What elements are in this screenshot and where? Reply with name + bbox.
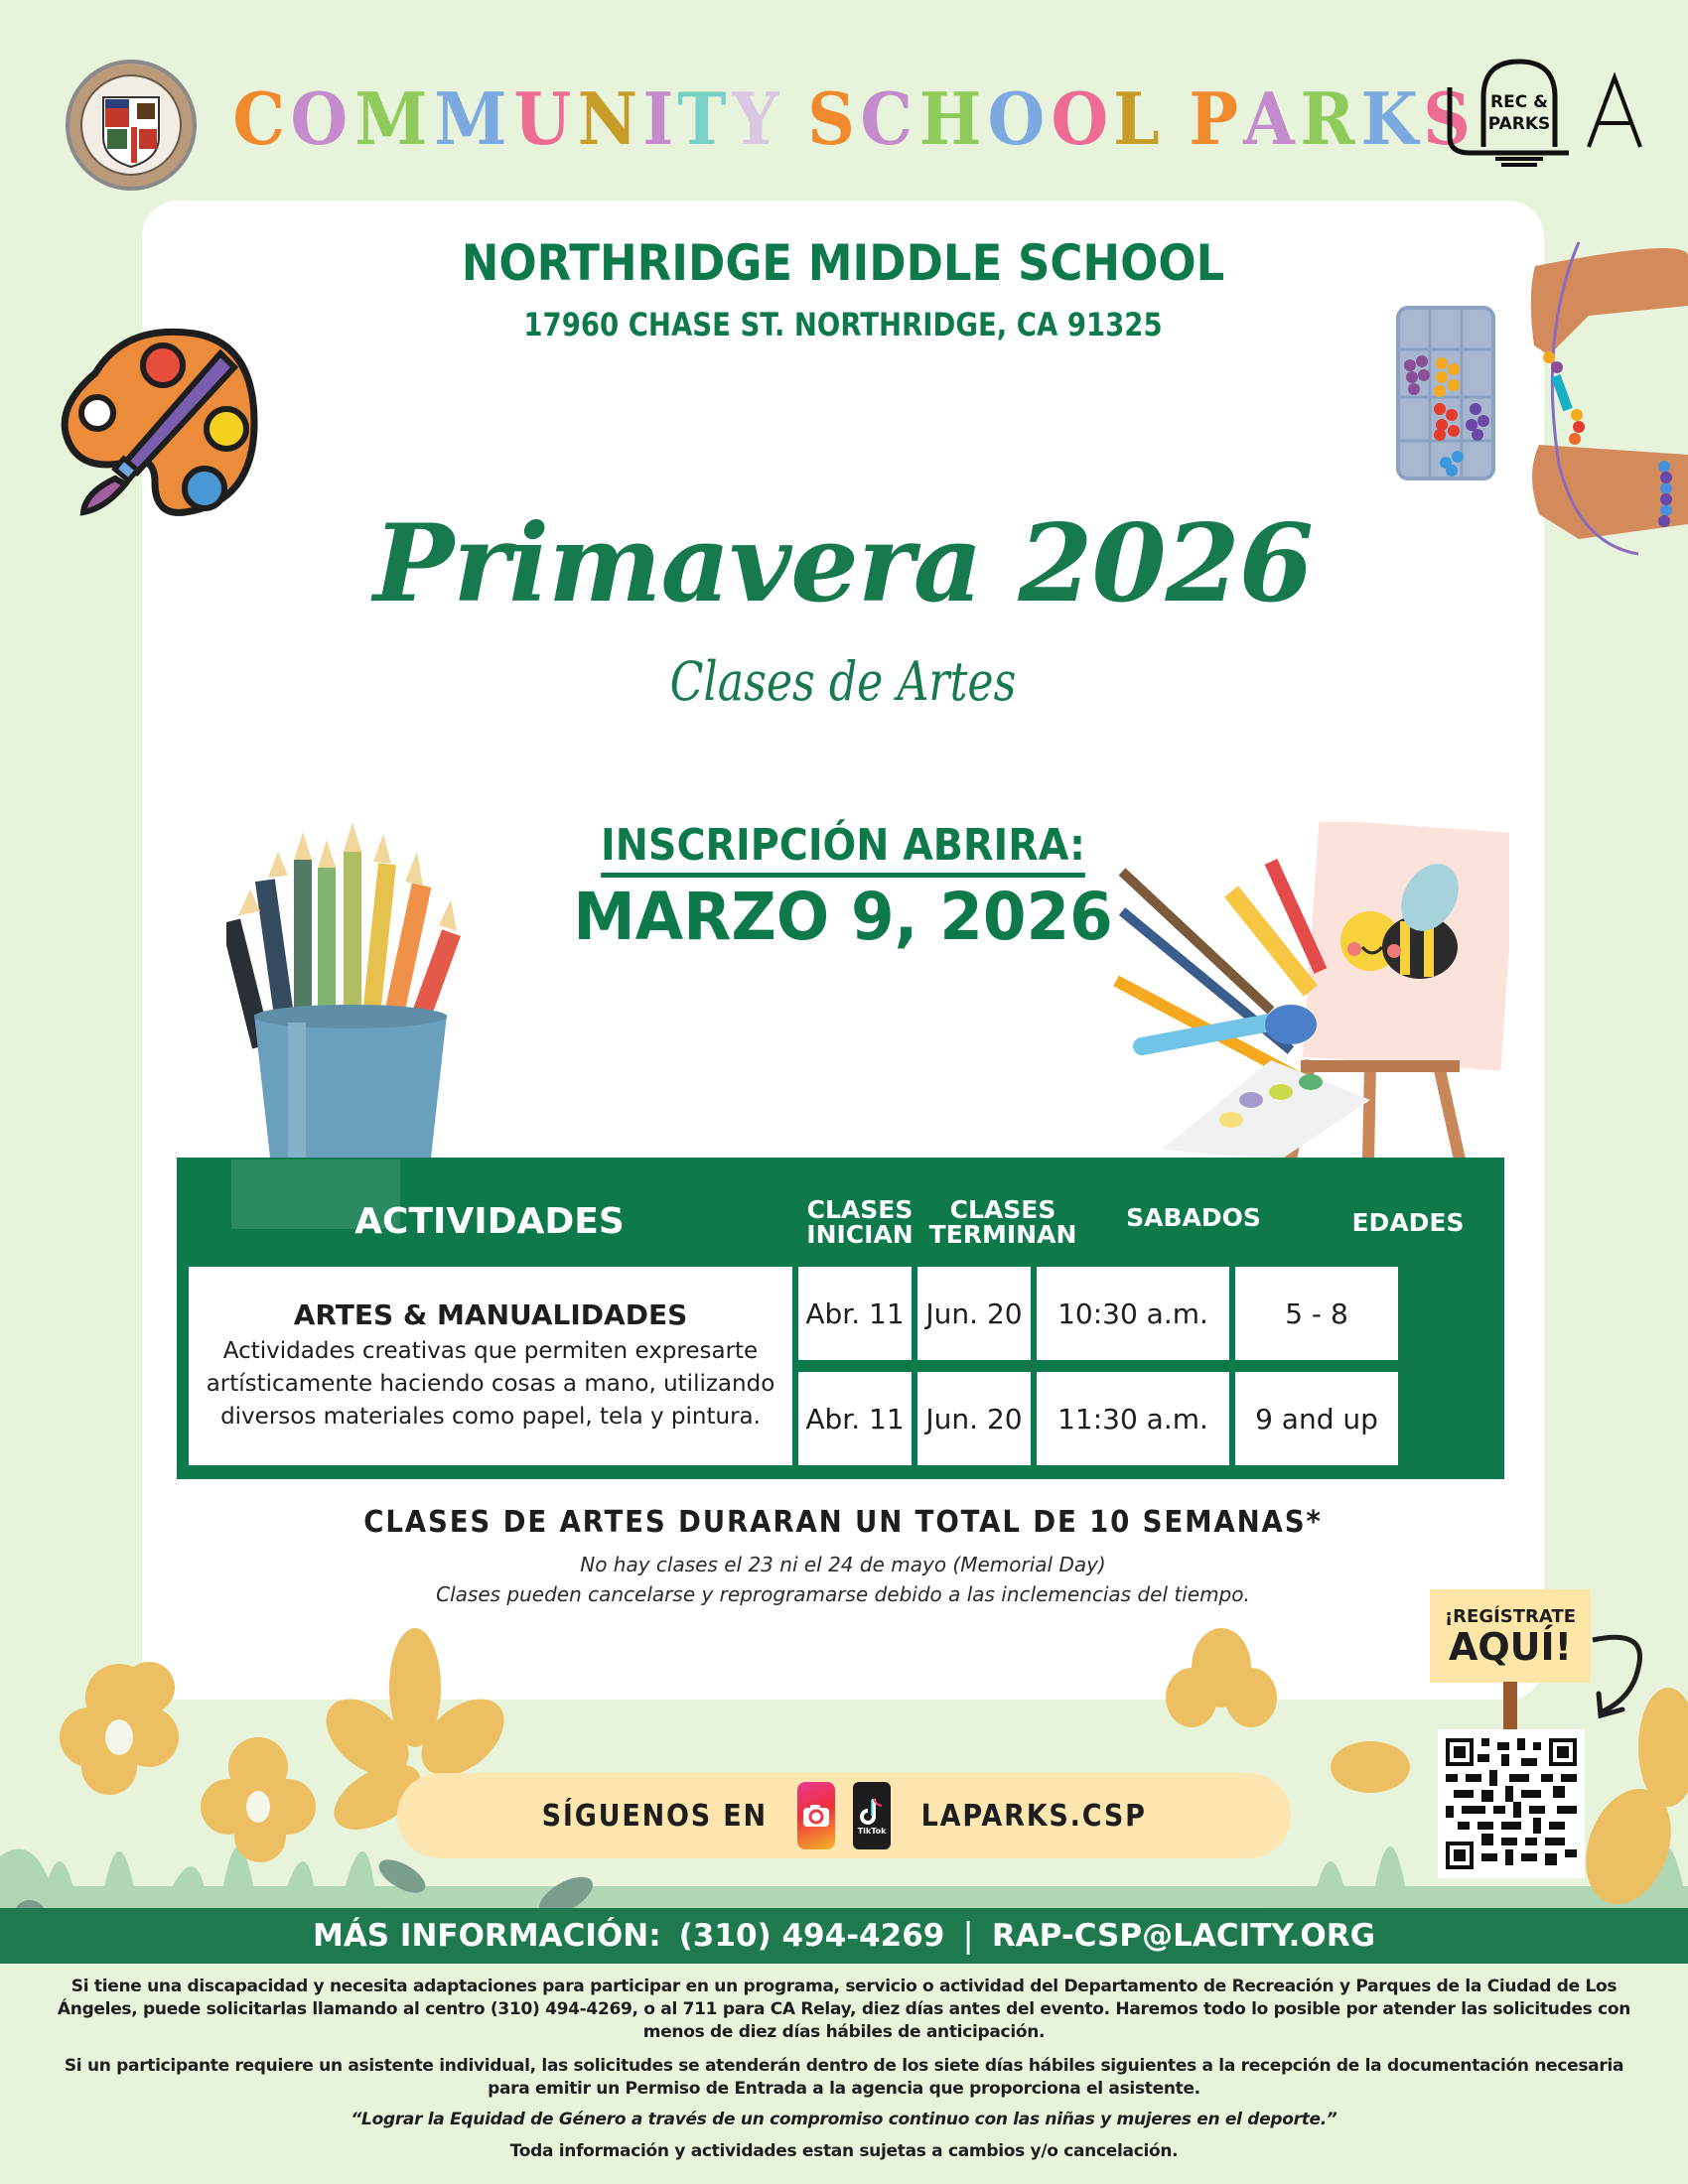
duration-note: CLASES DE ARTES DURARAN UN TOTAL DE 10 SEMANAS* (363, 1505, 1323, 1540)
activity-cell (189, 1267, 792, 1465)
brand-letter: K (1360, 76, 1419, 161)
brand-letter: M (434, 76, 508, 161)
brand-letter: M (353, 76, 429, 161)
header-activities: ACTIVIDADES (354, 1201, 625, 1242)
header-classes-end-line1: CLASES (949, 1195, 1056, 1224)
header-classes-end (923, 1187, 1082, 1257)
registration-qr-code[interactable] (1438, 1729, 1585, 1878)
brand-letter: P (1189, 76, 1239, 161)
brand-letter: O (987, 76, 1046, 161)
program-subtitle: Clases de Artes (669, 650, 1017, 713)
brand-letter: I (642, 76, 675, 161)
header-ages: EDADES (1351, 1207, 1465, 1237)
brand-word-1 (805, 76, 1162, 161)
city-seal-logo (64, 58, 199, 193)
tiktok-icon[interactable] (853, 1782, 891, 1849)
more-info-label: MÁS INFORMACIÓN: (312, 1918, 661, 1954)
community-school-parks-title (232, 76, 1473, 161)
follow-label: SÍGUENOS EN (541, 1798, 768, 1834)
arrow-down-icon (1589, 1628, 1658, 1727)
register-line2: AQUÍ! (1448, 1624, 1573, 1669)
registration-date: MARZO 9, 2026 (573, 879, 1113, 955)
brand-word-0 (230, 76, 782, 161)
svg-text:PARKS: PARKS (1487, 114, 1551, 134)
brand-letter: L (1113, 76, 1161, 161)
season-title: Primavera 2026 (373, 501, 1313, 626)
social-handle[interactable]: LAPARKS.CSP (920, 1798, 1147, 1834)
sign-post (1503, 1682, 1517, 1731)
brand-letter: A (1243, 76, 1296, 161)
brand-letter: C (232, 76, 286, 161)
brand-letter: N (577, 76, 639, 161)
paint-palette-illustration (56, 314, 264, 532)
activity-title: ARTES & MANUALIDADES (293, 1298, 688, 1331)
phone-number[interactable]: (310) 494-4269 (678, 1918, 945, 1954)
registration-label-text: INSCRIPCIÓN ABRIRA: (601, 820, 1085, 878)
school-address: 17960 CHASE ST. NORTHRIDGE, CA 91325 (523, 306, 1163, 343)
register-line1: ¡REGÍSTRATE (1444, 1605, 1577, 1627)
brand-letter: S (1423, 76, 1473, 161)
header-classes-start-line1: CLASES (806, 1195, 914, 1224)
row2-end: Jun. 20 (917, 1372, 1031, 1465)
instagram-icon[interactable] (797, 1782, 835, 1849)
weather-note: Clases pueden cancelarse y reprogramarse debido a las inclemencias del tiempo. (436, 1582, 1250, 1606)
row1-time: 10:30 a.m. (1037, 1267, 1229, 1360)
row1-start: Abr. 11 (798, 1267, 912, 1360)
header-classes-end-line2: TERMINAN (928, 1220, 1077, 1249)
info-separator: | (962, 1916, 974, 1956)
equity-quote: “Lograr la Equidad de Género a través de un compromiso continuo con las niñas y mujeres en el deporte.” (351, 2110, 1337, 2129)
activity-description: Actividades creativas que permiten expresarte artísticamente haciendo cosas a mano, utilizando diversos materiales como papel, tela y pintura. (206, 1338, 775, 1430)
register-here-sign (1430, 1589, 1591, 1683)
brand-word-2 (1187, 76, 1474, 161)
brand-letter: H (918, 76, 983, 161)
brand-letter: R (1300, 76, 1356, 161)
brand-letter: O (290, 76, 350, 161)
brand-letter: C (860, 76, 914, 161)
header-shade-decoration (231, 1160, 400, 1229)
row2-time: 11:30 a.m. (1037, 1372, 1229, 1465)
changes-notice: Toda información y actividades estan sujetas a cambios y/o cancelación. (509, 2141, 1179, 2161)
brand-letter: Y (732, 76, 780, 161)
brand-letter: S (807, 76, 857, 161)
brand-letter: U (513, 76, 573, 161)
disability-notice: Si tiene una discapacidad y necesita adaptaciones para participar en un programa, servicio o actividad del Departamento de Recreación y Parques de la Ciudad de Los Ángeles, puede solicitarlas llamando al centro (310) 494-4269, o al 711 para CA Relay, diez días antes del evento. Haremos todo lo posible por atender las solicitudes con menos de diez días hábiles de anticipación. (57, 1977, 1631, 2042)
brand-letter: O (1051, 76, 1109, 161)
header-saturdays: SABADOS (1126, 1202, 1261, 1232)
more-info-bar (0, 1908, 1688, 1964)
pencil-cup-illustration (226, 820, 475, 1158)
row2-ages: 9 and up (1235, 1372, 1398, 1465)
easel-art-supplies-illustration (1112, 822, 1509, 1160)
brand-letter: T (677, 76, 728, 161)
tiktok-label: TikTok (857, 1826, 887, 1836)
row1-end: Jun. 20 (917, 1267, 1031, 1360)
row2-start: Abr. 11 (798, 1372, 912, 1465)
svg-text:REC &: REC & (1490, 92, 1548, 112)
assistant-notice: Si un participante requiere un asistente individual, las solicitudes se atenderán dentro de los siete días hábiles siguientes a la recepción de la documentación necesaria para emitir un Permiso de Entrada a la agencia que proporciona el asistente. (64, 2056, 1624, 2099)
header-classes-start-line2: INICIAN (806, 1220, 914, 1249)
no-class-note: No hay clases el 23 ni el 24 de mayo (Memorial Day) (580, 1553, 1106, 1576)
social-follow-banner (397, 1773, 1291, 1858)
email-link[interactable]: RAP-CSP@LACITY.ORG (991, 1918, 1376, 1954)
la-rec-parks-logo (1440, 58, 1658, 167)
row1-ages: 5 - 8 (1235, 1267, 1398, 1360)
school-name: NORTHRIDGE MIDDLE SCHOOL (461, 234, 1225, 292)
header-classes-start (800, 1187, 919, 1257)
